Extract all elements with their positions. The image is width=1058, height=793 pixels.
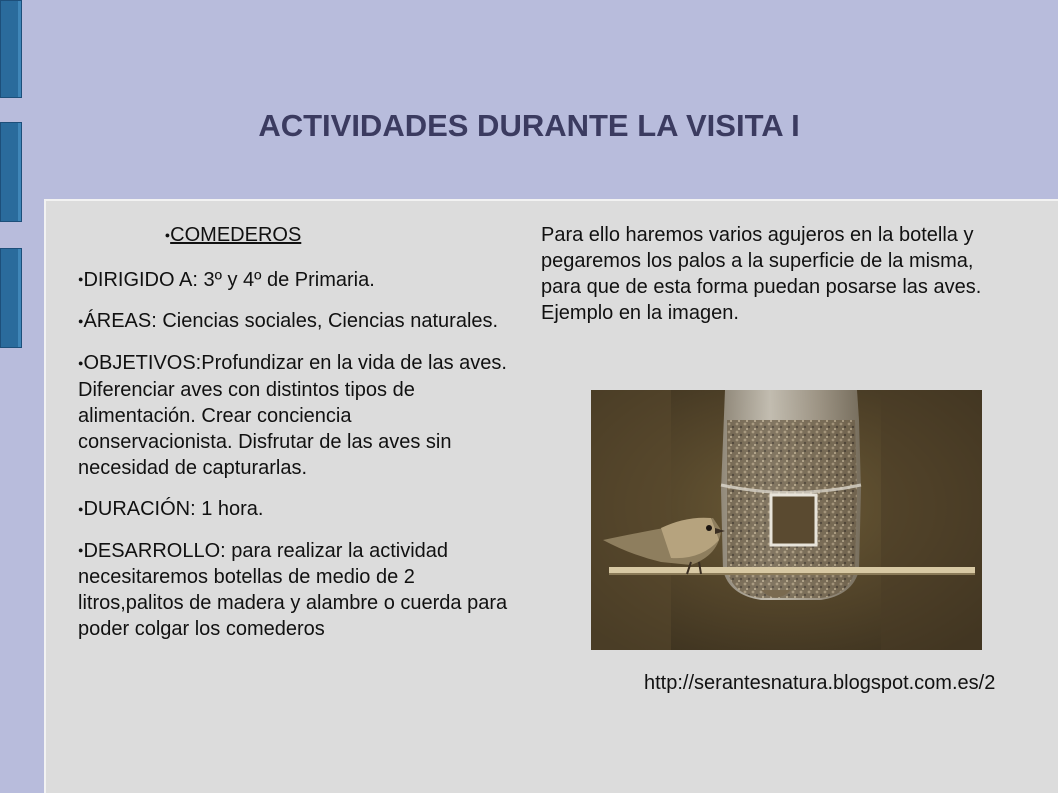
source-link[interactable]: http://serantesnatura.blogspot.com.es/2 <box>644 672 996 694</box>
list-item-text: DESARROLLO: para realizar la actividad necesitaremos botellas de medio de 2 litros,palitos de madera y alambre o cuerda para poder colgar los comederos <box>78 539 508 641</box>
list-item-objetivos <box>78 350 508 481</box>
slide-tab-3 <box>0 248 22 348</box>
list-item-dirigido <box>78 267 508 294</box>
slide-tab-1 <box>0 0 22 98</box>
list-item-duracion <box>78 496 508 523</box>
bullet-icon: ● <box>78 503 84 514</box>
bullet-icon: ● <box>78 274 84 285</box>
bird-feeder-photo <box>591 390 982 650</box>
bullet-icon: ● <box>78 545 84 556</box>
list-item-desarrollo <box>78 538 508 643</box>
heading-comederos <box>78 222 508 249</box>
list-item-text: ÁREAS: Ciencias sociales, Ciencias naturales. <box>83 310 499 333</box>
list-item-areas <box>78 308 508 335</box>
list-item-text: DIRIGIDO A: 3º y 4º de Primaria. <box>83 268 375 291</box>
bullet-icon: ● <box>164 229 171 240</box>
slide-title: ACTIVIDADES DURANTE LA VISITA I <box>258 108 800 143</box>
heading-text: COMEDEROS <box>170 224 302 246</box>
left-column <box>78 222 508 657</box>
bird-feeder-illustration <box>591 390 982 650</box>
list-item-text: OBJETIVOS:Profundizar en la vida de las aves. Diferenciar aves con distintos tipos de alimentación. Crear conciencia conservacionista. Disfrutar de las aves sin necesidad de capturarlas. <box>78 352 507 479</box>
bullet-icon: ● <box>78 357 84 368</box>
bullet-icon: ● <box>78 316 84 327</box>
description-text: Para ello haremos varios agujeros en la botella y pegaremos los palos a la superficie de la misma, para que de esta forma puedan posarse las aves. Ejemplo en la imagen. <box>541 224 982 324</box>
list-item-text: DURACIÓN: 1 hora. <box>83 497 264 520</box>
